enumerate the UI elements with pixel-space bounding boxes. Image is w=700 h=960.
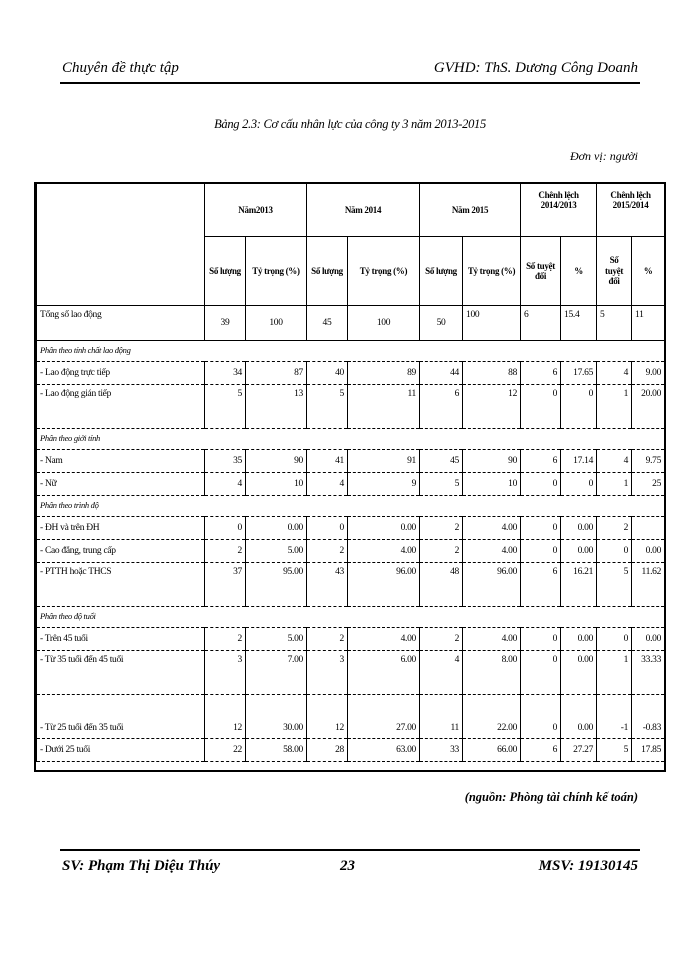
table-cell: 89	[348, 362, 420, 385]
table-cell: 7.00	[246, 651, 307, 695]
table-cell: 6.00	[348, 651, 420, 695]
table-cell: 44	[420, 362, 463, 385]
table-cell: 35	[205, 450, 246, 473]
table-cell: 96.00	[348, 563, 420, 607]
header-ty-trong-2015: Tỷ trọng (%)	[463, 237, 521, 306]
total-cell: 15.4	[561, 306, 597, 341]
table-cell: 30.00	[246, 695, 307, 739]
table-cell: 22	[205, 739, 246, 762]
table-cell: 0.00	[348, 517, 420, 540]
table-cell: 0.00	[632, 628, 665, 651]
table-cell: 28	[307, 739, 348, 762]
table-cell: 5	[307, 385, 348, 429]
table-cell: 10	[246, 473, 307, 496]
header-subject: Chuyên đề thực tập	[62, 60, 179, 76]
header-row-groups	[37, 184, 665, 237]
table-caption: Bảng 2.3: Cơ cấu nhân lực của công ty 3 năm 2013-2015	[214, 117, 486, 131]
table-cell: 0	[597, 628, 632, 651]
row-label: - PTTH hoặc THCS	[37, 563, 205, 607]
total-cell: 100	[463, 306, 521, 341]
table-cell: -0.83	[632, 695, 665, 739]
footer-student-id: MSV: 19130145	[538, 858, 638, 874]
section-title: Phân theo giới tính	[37, 429, 665, 450]
table-cell: 1	[597, 473, 632, 496]
table-row	[37, 517, 665, 540]
table-cell: 11	[420, 695, 463, 739]
table-cell: 1	[597, 651, 632, 695]
table-cell: 90	[246, 450, 307, 473]
table-cell: 1	[597, 385, 632, 429]
header-group-diff-2014-2013: Chênh lệch 2014/2013	[521, 184, 597, 237]
section-header-row	[37, 607, 665, 628]
table-cell: 12	[463, 385, 521, 429]
table-cell: 37	[205, 563, 246, 607]
table-cell: 27.00	[348, 695, 420, 739]
table-cell: 4.00	[348, 628, 420, 651]
table-cell: 5	[597, 563, 632, 607]
table-row	[37, 450, 665, 473]
table-cell: 63.00	[348, 739, 420, 762]
table-cell: 5	[205, 385, 246, 429]
table-cell: 3	[307, 651, 348, 695]
table-row	[37, 473, 665, 496]
table-cell: 4.00	[463, 540, 521, 563]
table-cell: 2	[597, 517, 632, 540]
table-cell: 48	[420, 563, 463, 607]
table-cell: 88	[463, 362, 521, 385]
table-cell: 0	[521, 651, 561, 695]
table-cell: 0	[521, 473, 561, 496]
table-cell: 41	[307, 450, 348, 473]
table-cell: 4	[597, 362, 632, 385]
footer-divider	[60, 849, 640, 851]
table-row	[37, 695, 665, 739]
section-title: Phân theo trình độ	[37, 496, 665, 517]
header-tuyet-doi-2: Số tuyệt đối	[597, 237, 632, 306]
table-row	[37, 563, 665, 607]
table-cell: 6	[420, 385, 463, 429]
table-cell: 2	[205, 628, 246, 651]
table-row	[37, 628, 665, 651]
table-cell: 90	[463, 450, 521, 473]
table-cell: 58.00	[246, 739, 307, 762]
section-title: Phân theo tính chất lao động	[37, 341, 665, 362]
total-label: Tổng số lao động	[37, 306, 205, 341]
section-title: Phân theo độ tuổi	[37, 607, 665, 628]
row-label: - Nam	[37, 450, 205, 473]
table-cell	[632, 517, 665, 540]
table-cell: 0	[521, 628, 561, 651]
table-cell: 0.00	[246, 517, 307, 540]
row-label: - Trên 45 tuổi	[37, 628, 205, 651]
total-cell: 39	[205, 306, 246, 341]
total-cell: 5	[597, 306, 632, 341]
table-cell: 4	[307, 473, 348, 496]
table-cell: 9	[348, 473, 420, 496]
header-so-luong-2014: Số lượng	[307, 237, 348, 306]
table-cell: 11	[348, 385, 420, 429]
table-cell: 33.33	[632, 651, 665, 695]
section-header-row	[37, 341, 665, 362]
header-group-2013: Năm2013	[205, 184, 307, 237]
table-cell: 0	[561, 385, 597, 429]
table-cell: 0.00	[561, 517, 597, 540]
table-cell: 0.00	[561, 540, 597, 563]
table-cell: 2	[420, 540, 463, 563]
table-cell: 45	[420, 450, 463, 473]
table-cell: 2	[420, 628, 463, 651]
table-cell: 0.00	[561, 695, 597, 739]
header-group-2015: Năm 2015	[420, 184, 521, 237]
table-row	[37, 739, 665, 762]
row-label: - Nữ	[37, 473, 205, 496]
table-cell: 87	[246, 362, 307, 385]
row-label: - Lao động trực tiếp	[37, 362, 205, 385]
row-label: - Từ 35 tuổi đến 45 tuổi	[37, 651, 205, 695]
table-cell: 6	[521, 739, 561, 762]
table-cell: 5	[420, 473, 463, 496]
table-cell: 2	[420, 517, 463, 540]
section-header-row	[37, 496, 665, 517]
table-cell: 4	[420, 651, 463, 695]
header-pct-1: %	[561, 237, 597, 306]
table-cell: 0	[307, 517, 348, 540]
table-cell: 0	[205, 517, 246, 540]
table-cell: 2	[307, 628, 348, 651]
total-cell: 50	[420, 306, 463, 341]
unit-label: Đơn vị: người	[569, 149, 638, 163]
table-cell: 8.00	[463, 651, 521, 695]
source-note: (nguồn: Phòng tài chính kế toán)	[464, 790, 638, 804]
table-cell: 12	[205, 695, 246, 739]
table-cell: 6	[521, 362, 561, 385]
table-cell: 17.85	[632, 739, 665, 762]
page-number: 23	[340, 858, 355, 874]
table-row	[37, 362, 665, 385]
table-cell: 0	[597, 540, 632, 563]
header-so-luong-2015: Số lượng	[420, 237, 463, 306]
total-row	[37, 306, 665, 341]
total-cell: 6	[521, 306, 561, 341]
table-cell: 12	[307, 695, 348, 739]
header-group-diff-2015-2014: Chênh lệch 2015/2014	[597, 184, 665, 237]
table-cell: 20.00	[632, 385, 665, 429]
table-cell: -1	[597, 695, 632, 739]
table-cell: 0	[561, 473, 597, 496]
table-cell: 0.00	[632, 540, 665, 563]
table-cell: 34	[205, 362, 246, 385]
header-tuyet-doi-1: Số tuyệt đối	[521, 237, 561, 306]
table-cell: 0	[521, 517, 561, 540]
row-label: - ĐH và trên ĐH	[37, 517, 205, 540]
table-cell: 6	[521, 450, 561, 473]
table-cell: 3	[205, 651, 246, 695]
header-ty-trong-2014: Tỷ trọng (%)	[348, 237, 420, 306]
table-row	[37, 651, 665, 695]
table-cell: 2	[307, 540, 348, 563]
table-cell: 6	[521, 563, 561, 607]
row-label: - Dưới 25 tuổi	[37, 739, 205, 762]
table-cell: 22.00	[463, 695, 521, 739]
header-ty-trong-2013: Tỷ trọng (%)	[246, 237, 307, 306]
header-advisor: GVHD: ThS. Dương Công Doanh	[433, 60, 638, 76]
row-label: - Lao động gián tiếp	[37, 385, 205, 429]
total-cell: 11	[632, 306, 665, 341]
table-cell: 9.75	[632, 450, 665, 473]
section-header-row	[37, 429, 665, 450]
table-cell: 10	[463, 473, 521, 496]
table-cell: 4	[597, 450, 632, 473]
header-so-luong-2013: Số lượng	[205, 237, 246, 306]
footer-student: SV: Phạm Thị Diệu Thúy	[62, 858, 221, 874]
table-cell: 0	[521, 540, 561, 563]
row-label: - Từ 25 tuổi đến 35 tuổi	[37, 695, 205, 739]
header-divider	[60, 82, 640, 84]
table-cell: 16.21	[561, 563, 597, 607]
table-cell: 66.00	[463, 739, 521, 762]
header-group-2014: Năm 2014	[307, 184, 420, 237]
table-cell: 43	[307, 563, 348, 607]
table-cell: 17.14	[561, 450, 597, 473]
table-cell: 33	[420, 739, 463, 762]
table-cell: 40	[307, 362, 348, 385]
table-cell: 4.00	[463, 517, 521, 540]
table-cell: 0	[521, 695, 561, 739]
row-label: - Cao đẳng, trung cấp	[37, 540, 205, 563]
staff-structure-table	[34, 182, 666, 772]
table-cell: 91	[348, 450, 420, 473]
table-cell: 0.00	[561, 651, 597, 695]
table-cell: 5.00	[246, 628, 307, 651]
table-cell: 5	[597, 739, 632, 762]
table-cell: 95.00	[246, 563, 307, 607]
table-cell: 96.00	[463, 563, 521, 607]
table-cell: 0.00	[561, 628, 597, 651]
total-cell: 45	[307, 306, 348, 341]
table-cell: 4.00	[348, 540, 420, 563]
table-cell: 4.00	[463, 628, 521, 651]
table-cell: 25	[632, 473, 665, 496]
table-cell: 13	[246, 385, 307, 429]
total-cell: 100	[246, 306, 307, 341]
total-cell: 100	[348, 306, 420, 341]
table-row	[37, 540, 665, 563]
header-pct-2: %	[632, 237, 665, 306]
header-blank-cell	[37, 184, 205, 306]
table-cell: 27.27	[561, 739, 597, 762]
table-cell: 2	[205, 540, 246, 563]
table-cell: 11.62	[632, 563, 665, 607]
table-row	[37, 385, 665, 429]
table-cell: 17.65	[561, 362, 597, 385]
table-cell: 4	[205, 473, 246, 496]
table-cell: 9.00	[632, 362, 665, 385]
table-cell: 0	[521, 385, 561, 429]
table-cell: 5.00	[246, 540, 307, 563]
